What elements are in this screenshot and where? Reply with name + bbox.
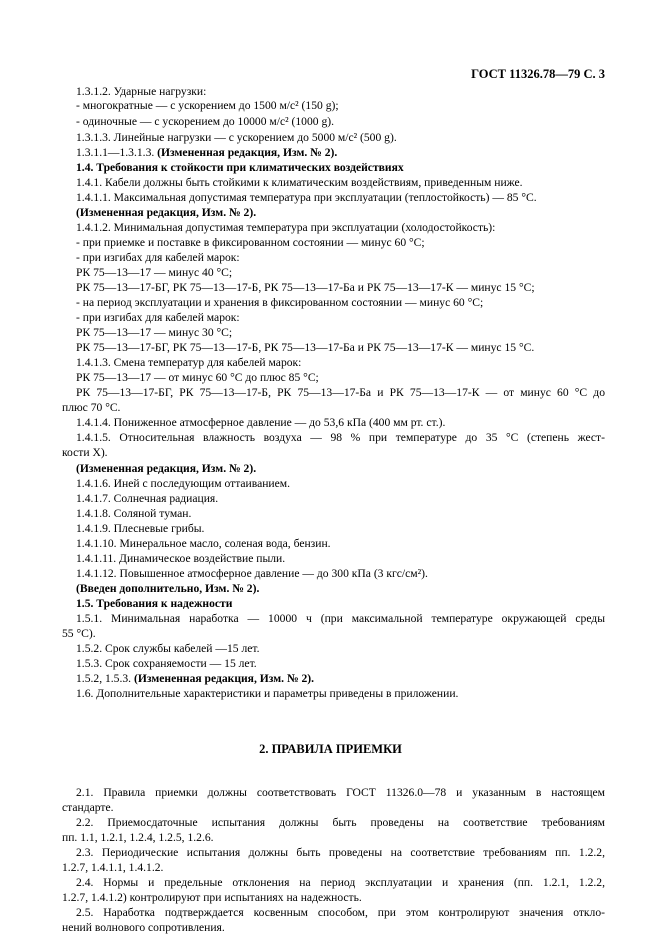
bold-text: (Введен дополнительно, Изм. № 2). bbox=[76, 582, 260, 595]
text-line bbox=[76, 566, 428, 582]
text-line bbox=[76, 785, 605, 801]
text-line bbox=[62, 890, 362, 906]
text-line bbox=[76, 905, 605, 921]
text-line bbox=[76, 641, 260, 657]
line-text: 1.4.1.8. Соляной туман. bbox=[76, 507, 192, 520]
line-text: 1.5.3. Срок сохраняемости — 15 лет. bbox=[76, 657, 257, 670]
text-line bbox=[76, 385, 605, 401]
line-text: 1.5.1. Минимальная наработка — 10000 ч (при максимальной температуре окружающей среды bbox=[76, 612, 605, 625]
line-text: 55 °С). bbox=[62, 627, 96, 640]
text-line bbox=[76, 295, 483, 311]
line-text: РК 75—13—17 — минус 40 °С; bbox=[76, 266, 233, 279]
bold-text: (Измененная редакция, Изм. № 2). bbox=[133, 672, 315, 685]
text-line bbox=[76, 415, 445, 431]
line-text: 1.4.1.6. Иней с последующим оттаиванием. bbox=[76, 477, 291, 490]
line-text: РК 75—13—17 — минус 30 °С; bbox=[76, 326, 233, 339]
line-text: 1.4.1.4. Пониженное атмосферное давление — до 53,6 кПа (400 мм рт. ст.). bbox=[76, 416, 446, 429]
text-line bbox=[76, 98, 339, 114]
bold-text: (Измененная редакция, Изм. № 2). bbox=[157, 146, 338, 159]
line-text: РК 75—13—17 — от минус 60 °С до плюс 85 °С; bbox=[76, 371, 319, 384]
bold-text: (Измененная редакция, Изм. № 2). bbox=[76, 206, 257, 219]
line-text: 1.5.2. Срок службы кабелей —15 лет. bbox=[76, 642, 260, 655]
text-line bbox=[76, 355, 301, 371]
bold-text: 1.4. Требования к стойкости при климатических воздействиях bbox=[76, 161, 404, 174]
text-line bbox=[76, 845, 605, 861]
text-line bbox=[76, 310, 240, 326]
line-text: - при изгибах для кабелей марок: bbox=[76, 311, 240, 324]
text-line bbox=[76, 491, 218, 507]
text-line bbox=[76, 370, 319, 386]
text-line bbox=[76, 325, 232, 341]
text-line bbox=[62, 860, 163, 876]
line-text: нений волнового сопротивления. bbox=[62, 921, 225, 934]
text-line bbox=[76, 671, 314, 687]
text-line bbox=[76, 656, 257, 672]
text-line bbox=[76, 265, 232, 281]
text-line bbox=[76, 235, 425, 251]
line-text: - при изгибах для кабелей марок: bbox=[76, 251, 240, 264]
text-line bbox=[76, 340, 534, 356]
line-text: 1.4.1. Кабели должны быть стойкими к климатическим воздействиям, приведенным ниже. bbox=[76, 176, 523, 189]
line-text: 2.5. Наработка подтверждается косвенным способом, при этом контролируют значения откло- bbox=[76, 906, 605, 919]
text-line bbox=[76, 611, 605, 627]
text-line bbox=[76, 190, 537, 206]
line-text: РК 75—13—17-БГ, РК 75—13—17-Б, РК 75—13—17-Ба и РК 75—13—17-К — от минус 60 °С до bbox=[76, 386, 605, 399]
text-line bbox=[76, 521, 204, 537]
text-line bbox=[76, 205, 256, 221]
line-text: - многократные — с ускорением до 1500 м/с² (150 g); bbox=[76, 99, 339, 112]
text-line bbox=[76, 280, 535, 296]
text-line bbox=[62, 920, 225, 936]
text-line bbox=[76, 430, 605, 446]
text-line bbox=[76, 145, 337, 161]
text-line bbox=[76, 686, 458, 702]
section-heading: 2. ПРАВИЛА ПРИЕМКИ bbox=[259, 742, 402, 756]
line-text: РК 75—13—17-БГ, РК 75—13—17-Б, РК 75—13—17-Ба и РК 75—13—17-К — минус 15 °С. bbox=[76, 341, 535, 354]
text-line bbox=[76, 160, 404, 176]
line-text: 2.2. Приемосдаточные испытания должны быть проведены на соответствие требованиям bbox=[76, 816, 605, 829]
line-text: 1.4.1.5. Относительная влажность воздуха — 98 % при температуре до 35 °С (степень жест- bbox=[76, 431, 605, 444]
line-text: 1.3.1.1—1.3.1.3. bbox=[76, 146, 158, 159]
line-text: 1.4.1.2. Минимальная допустимая температура при эксплуатации (холодостойкость): bbox=[76, 221, 496, 234]
line-text: 1.4.1.10. Минеральное масло, соленая вода, бензин. bbox=[76, 537, 331, 550]
line-text: 1.4.1.7. Солнечная радиация. bbox=[76, 492, 219, 505]
line-text: кости Х). bbox=[62, 446, 108, 459]
line-text: 1.4.1.11. Динамическое воздействие пыли. bbox=[76, 552, 286, 565]
line-text: пп. 1.1, 1.2.1, 1.2.4, 1.2.5, 1.2.6. bbox=[62, 831, 214, 844]
text-line bbox=[62, 830, 214, 846]
line-text: 1.4.1.9. Плесневые грибы. bbox=[76, 522, 205, 535]
text-line bbox=[76, 175, 523, 191]
line-text: 1.2.7, 1.4.1.1, 1.4.1.2. bbox=[62, 861, 164, 874]
text-line bbox=[62, 400, 120, 416]
line-text: 1.3.1.3. Линейные нагрузки — с ускорением до 5000 м/с² (500 g). bbox=[76, 131, 397, 144]
line-text: 1.4.1.3. Смена температур для кабелей марок: bbox=[76, 356, 302, 369]
page-header: ГОСТ 11326.78—79 С. 3 bbox=[471, 67, 605, 81]
text-line bbox=[76, 581, 259, 597]
text-line bbox=[76, 875, 605, 891]
text-line bbox=[76, 596, 232, 612]
text-line bbox=[76, 536, 331, 552]
line-text: 1.5.2, 1.5.3. bbox=[76, 672, 134, 685]
text-line bbox=[76, 220, 495, 236]
text-line bbox=[76, 476, 290, 492]
text-line bbox=[76, 815, 605, 831]
line-text: стандарте. bbox=[62, 801, 114, 814]
text-line bbox=[62, 800, 114, 816]
line-text: - на период эксплуатации и хранения в фиксированном состоянии — минус 60 °С; bbox=[76, 296, 484, 309]
text-line bbox=[76, 461, 256, 477]
text-line bbox=[76, 130, 397, 146]
text-line bbox=[62, 445, 108, 461]
bold-text: (Измененная редакция, Изм. № 2). bbox=[76, 462, 257, 475]
text-line bbox=[76, 551, 285, 567]
text-line bbox=[76, 250, 240, 266]
line-text: 1.2.7, 1.4.1.2) контролируют при испытаниях на надежность. bbox=[62, 891, 362, 904]
line-text: плюс 70 °С. bbox=[62, 401, 121, 414]
line-text: - при приемке и поставке в фиксированном состоянии — минус 60 °С; bbox=[76, 236, 425, 249]
line-text: 1.4.1.1. Максимальная допустимая температура при эксплуатации (теплостойкость) — 85 °С. bbox=[76, 191, 537, 204]
text-line bbox=[76, 506, 191, 522]
line-text: 2.4. Нормы и предельные отклонения на период эксплуатации и хранения (пп. 1.2.1, 1.2.2, bbox=[76, 876, 605, 889]
line-text: РК 75—13—17-БГ, РК 75—13—17-Б, РК 75—13—17-Ба и РК 75—13—17-К — минус 15 °С; bbox=[76, 281, 535, 294]
text-line bbox=[76, 114, 334, 130]
line-text: 2.3. Периодические испытания должны быть проведены на соответствие требованиям пп. 1.2.2, bbox=[76, 846, 605, 859]
line-text: 1.3.1.2. Ударные нагрузки: bbox=[76, 85, 207, 98]
line-text: - одиночные — с ускорением до 10000 м/с² (1000 g). bbox=[76, 115, 335, 128]
bold-text: 1.5. Требования к надежности bbox=[76, 597, 233, 610]
text-line bbox=[62, 626, 96, 642]
line-text: 2.1. Правила приемки должны соответствовать ГОСТ 11326.0—78 и указанным в настоящем bbox=[76, 786, 605, 799]
line-text: 1.6. Дополнительные характеристики и параметры приведены в приложении. bbox=[76, 687, 459, 700]
line-text: 1.4.1.12. Повышенное атмосферное давление — до 300 кПа (3 кгс/см²). bbox=[76, 567, 428, 580]
